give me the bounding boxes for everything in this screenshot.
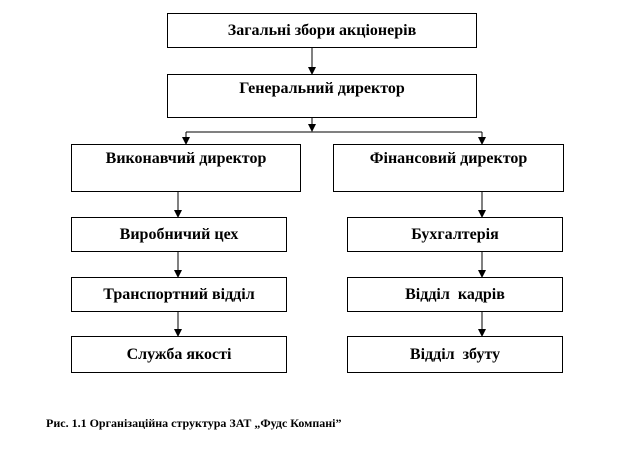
node-quality-service — [71, 336, 287, 373]
node-executive-director-label: Виконавчий директор — [105, 150, 267, 167]
node-shareholders — [167, 13, 477, 48]
node-transport-department — [71, 277, 287, 312]
node-executive-director — [71, 144, 301, 192]
node-general-director — [167, 74, 477, 118]
node-accounting-label: Бухгалтерія — [411, 225, 499, 243]
node-accounting — [347, 217, 563, 252]
node-sales-department — [347, 336, 563, 373]
figure-caption: Рис. 1.1 Організаційна структура ЗАТ „Фудс Компані” — [46, 416, 342, 430]
node-hr-department — [347, 277, 563, 312]
node-hr-department-label: Відділ кадрів — [405, 285, 505, 303]
node-sales-department-label: Відділ збуту — [409, 345, 501, 363]
node-financial-director — [333, 144, 564, 192]
node-general-director-label: Генеральний директор — [239, 80, 405, 97]
node-financial-director-label: Фінансовий директор — [369, 150, 528, 167]
node-production-shop — [71, 217, 287, 252]
node-production-shop-label: Виробничий цех — [119, 225, 239, 243]
node-quality-service-label: Служба якості — [126, 345, 232, 363]
node-shareholders-label: Загальні збори акціонерів — [227, 21, 417, 39]
node-transport-department-label: Транспортний відділ — [103, 285, 255, 303]
